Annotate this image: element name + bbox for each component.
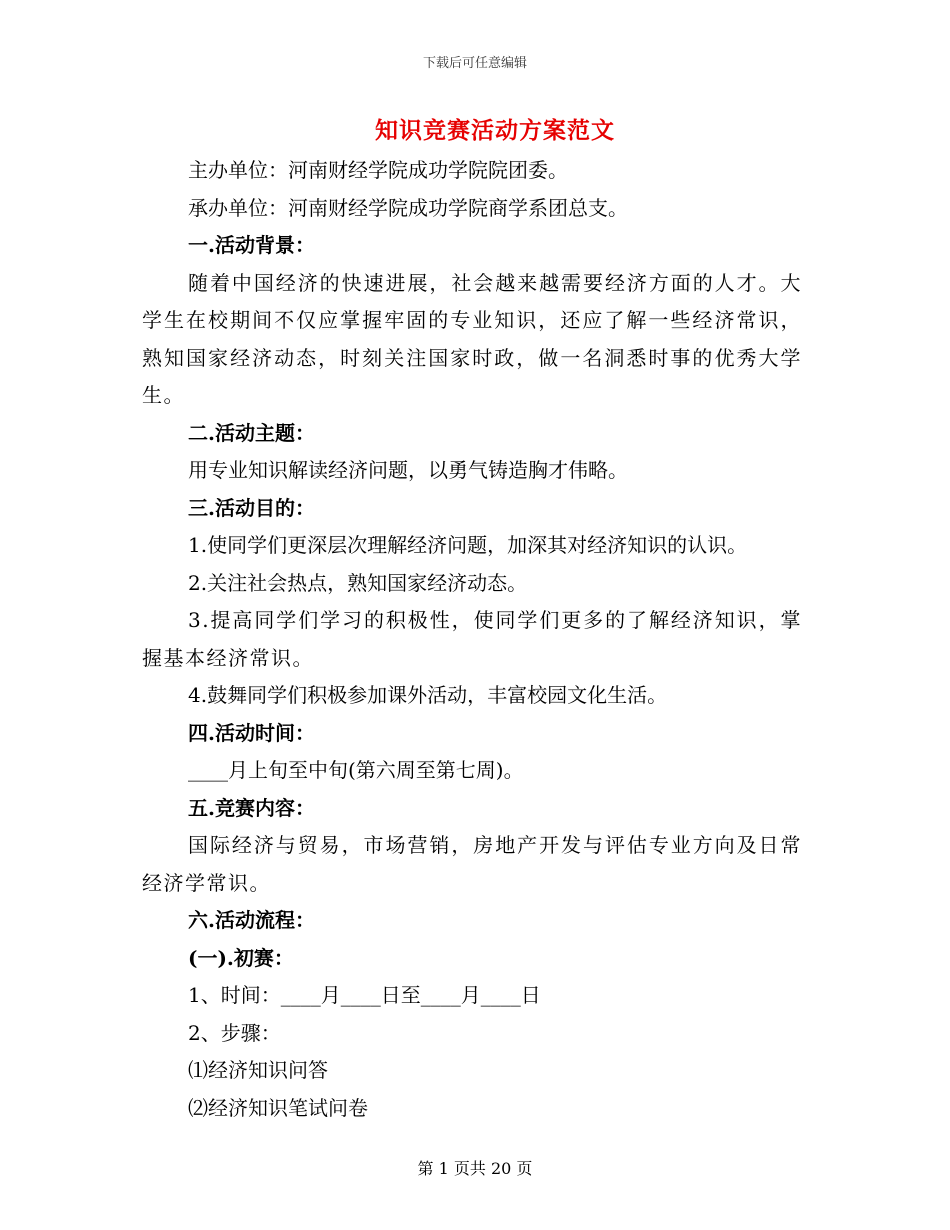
- purpose-item-3: 3.提高同学们学习的积极性，使同学们更多的了解经济知识，掌握基本经济常识。: [142, 608, 802, 670]
- section-heading-process: 六.活动流程：: [188, 908, 315, 932]
- section-heading-content: 五.竞赛内容：: [188, 795, 315, 820]
- preliminary-step-2: ⑵经济知识笔试问卷: [188, 1095, 368, 1120]
- section-heading-time: 四.活动时间：: [188, 720, 315, 745]
- section-text-theme: 用专业知识解读经济问题，以勇气铸造胸才伟略。: [188, 458, 628, 482]
- section-text-content: 国际经济与贸易，市场营销，房地产开发与评估专业方向及日常经济学常识。: [142, 833, 802, 895]
- section-text-time: ____月上旬至中旬(第六周至第七周)。: [188, 758, 524, 782]
- document-body: [142, 152, 802, 1127]
- preliminary-steps: 2、步骤：: [188, 1020, 281, 1045]
- document-title: 知识竞赛活动方案范文: [375, 117, 615, 144]
- purpose-item-4: 4.鼓舞同学们积极参加课外活动，丰富校园文化生活。: [188, 683, 668, 707]
- section-heading-purpose: 三.活动目的：: [188, 495, 315, 520]
- section-text-background: 随着中国经济的快速进展，社会越来越需要经济方面的人才。大学生在校期间不仅应掌握牢固的专业知识，还应了解一些经济常识，熟知国家经济动态，时刻关注国家时政，做一名洞悉时事的优秀大学生。: [142, 270, 802, 407]
- section-heading-background: 一.活动背景：: [188, 233, 315, 257]
- page-footer: 第 1 页共 20 页: [417, 1159, 533, 1178]
- preliminary-step-1: ⑴经济知识问答: [188, 1058, 328, 1082]
- header-note: 下载后可任意编辑: [422, 56, 527, 71]
- purpose-item-1: 1.使同学们更深层次理解经济问题，加深其对经济知识的认识。: [188, 533, 748, 557]
- host-unit: 主办单位：河南财经学院成功学院院团委。: [188, 158, 568, 182]
- section-heading-theme: 二.活动主题：: [188, 420, 315, 445]
- purpose-item-2: 2.关注社会热点，熟知国家经济动态。: [188, 570, 528, 595]
- preliminary-time: 1、时间：____月____日至____月____日: [188, 983, 541, 1007]
- organizer-unit: 承办单位：河南财经学院成功学院商学系团总支。: [188, 195, 628, 220]
- subsection-preliminary: (一).初赛：: [188, 945, 294, 970]
